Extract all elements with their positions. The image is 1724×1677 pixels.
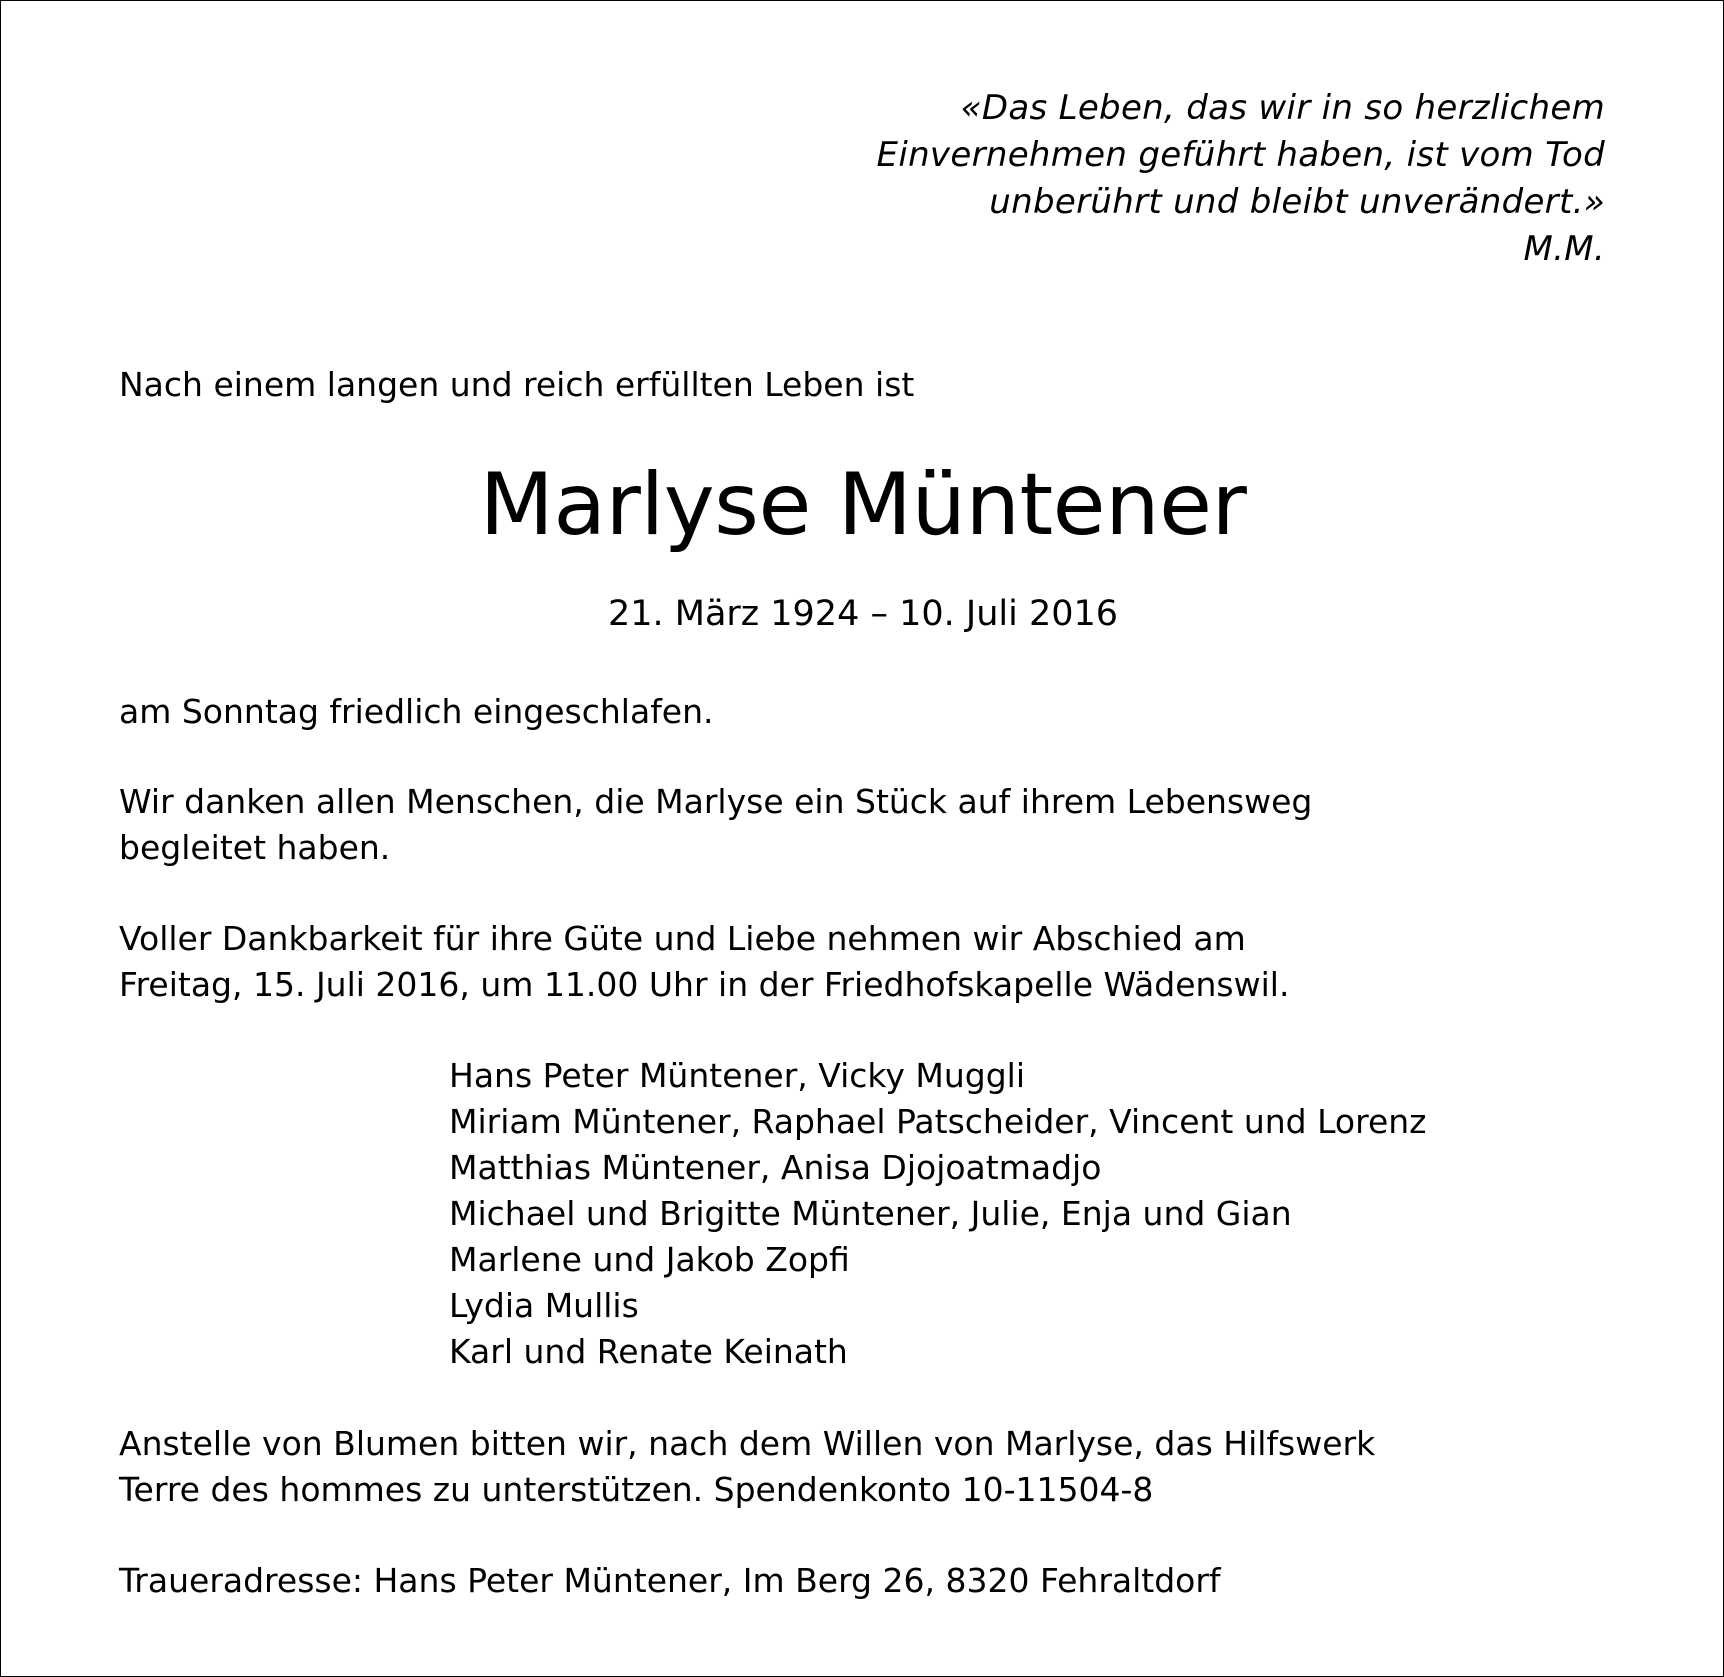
life-dates: 21. März 1924 – 10. Juli 2016	[607, 594, 1119, 634]
donation-line: Terre des hommes zu unterstützen. Spendenkonto 10-11504-8	[119, 1470, 1154, 1509]
deceased-name: Marlyse Müntener	[479, 455, 1247, 555]
mourning-address	[119, 1558, 1221, 1604]
mourner-entry: Matthias Müntener, Anisa Djojoatmadjo	[449, 1148, 1102, 1187]
address-line: Traueradresse: Hans Peter Müntener, Im Berg 26, 8320 Fehraltdorf	[119, 1561, 1221, 1600]
donation-line: Anstelle von Blumen bitten wir, nach dem Willen von Marlyse, das Hilfswerk	[119, 1424, 1376, 1463]
farewell-line: Freitag, 15. Juli 2016, um 11.00 Uhr in der Friedhofskapelle Wädenswil.	[119, 965, 1290, 1004]
thanks-line: begleitet haben.	[119, 828, 391, 867]
passing-statement	[119, 689, 714, 735]
mourner-entry: Lydia Mullis	[449, 1286, 639, 1325]
farewell-paragraph	[119, 916, 1289, 1008]
quote-line: «Das Leben, das wir in so herzlichem	[960, 88, 1605, 128]
mourner-entry: Hans Peter Müntener, Vicky Muggli	[449, 1056, 1026, 1095]
passing-line: am Sonntag friedlich eingeschlafen.	[119, 692, 714, 731]
quote-line: Einvernehmen geführt haben, ist vom Tod	[876, 135, 1605, 175]
donation-paragraph	[119, 1421, 1375, 1513]
mourner-entry: Michael und Brigitte Müntener, Julie, Enja und Gian	[449, 1194, 1292, 1233]
intro-text: Nach einem langen und reich erfüllten Leben ist	[119, 365, 915, 404]
quote-line: unberührt und bleibt unverändert.»	[989, 182, 1605, 222]
mourner-entry: Karl und Renate Keinath	[449, 1332, 848, 1371]
mourner-entry: Miriam Müntener, Raphael Patscheider, Vincent und Lorenz	[449, 1102, 1427, 1141]
quote-author: M.M.	[1523, 229, 1605, 269]
farewell-line: Voller Dankbarkeit für ihre Güte und Liebe nehmen wir Abschied am	[119, 919, 1246, 958]
mourner-entry: Marlene und Jakob Zopfi	[449, 1240, 850, 1279]
thanks-paragraph	[119, 779, 1312, 871]
thanks-line: Wir danken allen Menschen, die Marlyse ein Stück auf ihrem Lebensweg	[119, 782, 1313, 821]
epigraph-quote	[877, 85, 1605, 273]
mourners-list	[449, 1053, 1426, 1375]
